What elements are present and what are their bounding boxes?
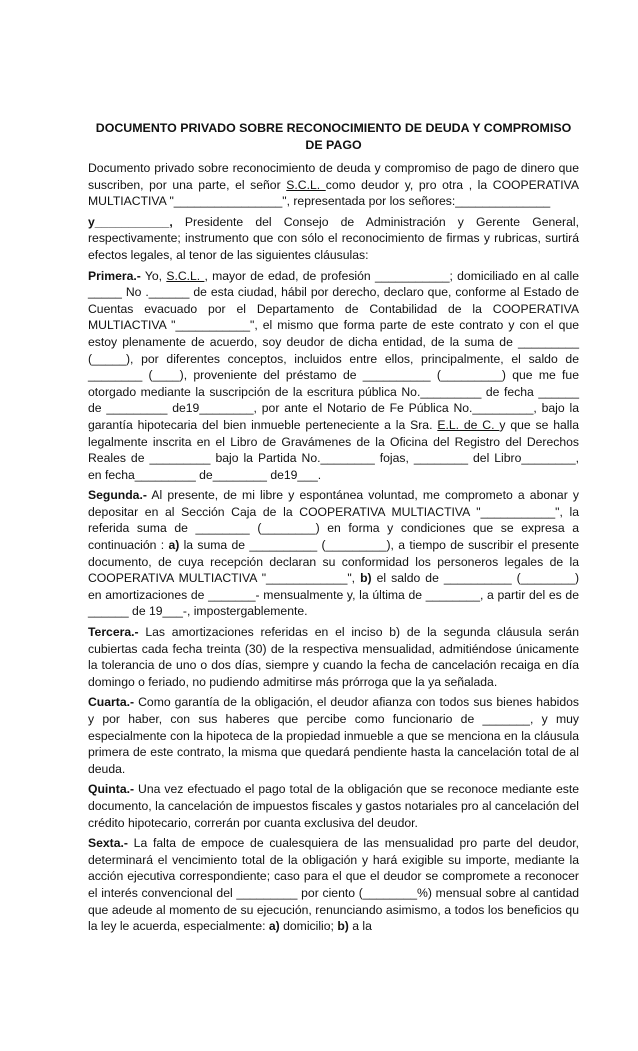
intro-text-2: como deudor y, pro otra , la COOPERATIVA MULTIACTIVA "________________", representada por los señores:______________ bbox=[88, 177, 579, 209]
clause-cuarta-text: Como garantía de la obligación, el deudor afianza con todos sus bienes habidos y por haber, con sus haberes que percibe como funcionario de _______, y muy especialmente con la hipoteca de la propiedad inmueble a que se menciona en la cláusula primera de este contrato, la misma que quedará pendiente hasta la cancelación total de al deuda. bbox=[88, 695, 579, 776]
representative-text: Presidente del Consejo de Administración y Gerente General, respectivamente; instrumento que con sólo el reconocimiento de firmas y rubricas, surtirá efectos legales, al tenor de las siguientes cláusulas: bbox=[88, 214, 579, 262]
clause-primera-name: S.C.L. bbox=[166, 268, 205, 283]
intro-paragraph bbox=[88, 160, 579, 210]
clause-primera bbox=[88, 268, 579, 484]
clause-segunda-item-b: b) bbox=[360, 571, 372, 586]
debtor-name: S.C.L. bbox=[286, 177, 326, 192]
clause-primera-label: Primera.- bbox=[88, 268, 141, 283]
clause-quinta-text: Una vez efectuado el pago total de la obligación que se reconoce mediante este documento, la cancelación de impuestos fiscales y gastos notariales pro al cancelación del crédito hipotecario, correrán por cuanta exclusiva del deudor. bbox=[88, 782, 579, 830]
clause-sexta bbox=[88, 835, 579, 935]
document-page bbox=[88, 120, 579, 939]
clause-cuarta bbox=[88, 694, 579, 777]
clause-primera-text-2: , mayor de edad, de profesión ___________; domiciliado en al calle _____ No .______ de esta ciudad, hábil por derecho, declaro que, conforme al Estado de Cuentas evacuado por el Departamento de Contabilidad de la COOPERATIVA MULTIACTIVA "___________", el mismo que forma parte de este contrato y con el que estoy plenamente de acuerdo, soy deudor de dicha entidad, de la suma de _________ (_____), por diferentes conceptos, incluidos entre ellos, principalmente, el saldo de ________ (____), proveniente del préstamo de __________ (_________) que me fue otorgado mediante la suscripción de la escritura pública No._________ de fecha ______ de _________ de19________, por ante el Notario de Fe Pública No._________, bajo la garantía hipotecaria del bien inmueble perteneciente a la Sra. bbox=[88, 268, 579, 432]
clause-tercera-label: Tercera.- bbox=[88, 625, 139, 640]
clause-sexta-text-2: domicilio; bbox=[279, 919, 338, 934]
clause-sexta-item-a: a) bbox=[268, 919, 280, 934]
clause-sexta-text-3: a la bbox=[348, 919, 372, 934]
clause-segunda-label: Segunda.- bbox=[88, 488, 147, 503]
clause-segunda-item-a: a) bbox=[168, 538, 180, 553]
clause-primera-text-3: y que se halla legalmente inscrita en el Libro de Gravámenes de la Oficina del Registro del Derechos Reales de _________ bajo la Partida No.________ fojas, ________ del Libro________, en fecha_________ de________ de19___. bbox=[88, 417, 579, 482]
clause-segunda-text-1: Al presente, de mi libre y espontánea voluntad, me comprometo a abonar y depositar en al Sección Caja de la COOPERATIVA MULTIACTIVA "___________", la referida suma de ________ (________) en forma y condiciones que se expresa a continuación : bbox=[88, 488, 579, 553]
clause-sexta-label: Sexta.- bbox=[88, 836, 128, 851]
intro-text-1: Documento privado sobre reconocimiento de deuda y compromiso de pago de dinero que suscriben, por una parte, el señor bbox=[88, 161, 579, 192]
clause-primera-text-1: Yo, bbox=[140, 268, 167, 283]
clause-quinta bbox=[88, 781, 579, 831]
clause-tercera-text: Las amortizaciones referidas en el inciso b) de la segunda cláusula serán cubiertas cada fecha treinta (30) de la respectiva mensualidad, admitiéndose únicamente la tolerancia de uno o dos días, siempre y cuando la fecha de cancelación recaiga en día domingo o feriado, no pudiendo admitirse más prórroga que la ya señalada. bbox=[88, 625, 579, 689]
clause-cuarta-label: Cuarta.- bbox=[88, 695, 135, 710]
clause-primera-owner: E.L. de C. bbox=[437, 417, 500, 432]
clause-tercera bbox=[88, 624, 579, 690]
clause-sexta-text-1: La falta de empoce de cualesquiera de las mensualidad pro parte del deudor, determinará el vencimiento total de la obligación y hará exigible su importe, mediante la acción ejecutiva correspondiente; caso para el que el deudor se compromete a reconocer el interés convencional del _________ por ciento (________%) mensual sobre al cantidad que adeude al momento de su ejecución, renunciando asimismo, a todos los beneficios qu la ley le acuerda, especialmente: bbox=[88, 836, 579, 934]
representative-paragraph bbox=[88, 214, 579, 264]
clause-segunda-text-2: la suma de __________ (_________), a tiempo de suscribir el presente documento, de cuya recepción declaran su conformidad los personeros legales de la COOPERATIVA MULTIACTIVA "____________", bbox=[88, 538, 579, 586]
clause-segunda bbox=[88, 487, 579, 620]
clause-sexta-item-b: b) bbox=[337, 919, 349, 934]
clause-quinta-label: Quinta.- bbox=[88, 782, 135, 797]
representative-blank: y___________, bbox=[88, 214, 173, 229]
document-title: DOCUMENTO PRIVADO SOBRE RECONOCIMIENTO DE DEUDA Y COMPROMISO DE PAGO bbox=[95, 121, 572, 152]
clause-segunda-text-3: el saldo de __________ (________) en amortizaciones de _______- mensualmente y, la última de ________, a partir del es de ______ de 19___-, impostergablemente. bbox=[88, 571, 580, 619]
